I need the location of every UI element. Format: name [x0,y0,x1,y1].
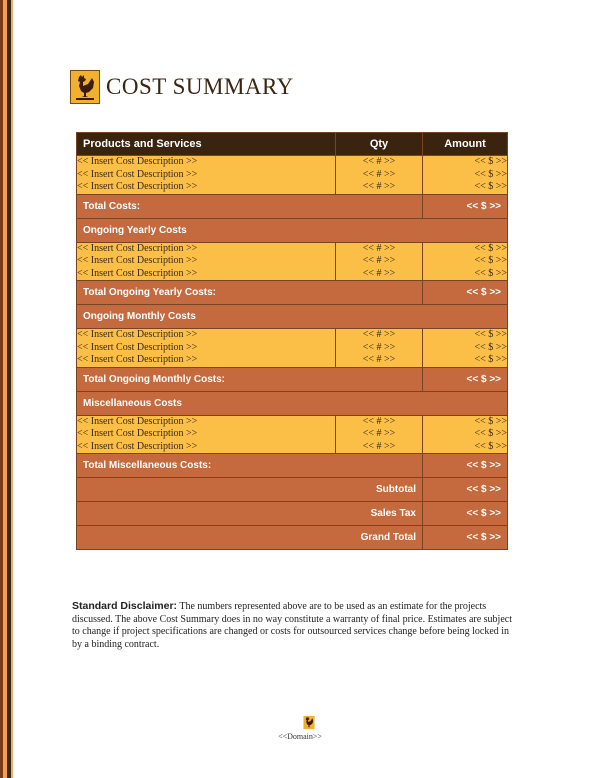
item-qty: << # >> [362,329,396,340]
total-value: << $ >> [423,367,508,391]
item-desc: << Insert Cost Description >> [77,341,198,353]
item-desc: << Insert Cost Description >> [77,415,198,427]
disclaimer-label: Standard Disclaimer: [72,600,178,612]
item-amount: << $ >> [474,440,507,452]
section-heading: Ongoing Monthly Costs [77,305,508,329]
items-row [77,156,508,195]
item-qty: << # >> [362,255,396,266]
item-amount: << $ >> [474,181,507,192]
total-label: Total Ongoing Monthly Costs: [77,367,423,391]
qty-cell [336,415,423,454]
disclaimer-text: The numbers represented above are to be used as an estimate for the projects discussed. The above Cost Summary does in no way constitute a warranty of final price. Estimates are subject to change if project specifications are changed or costs for outsourced services change before being locked in by a binding contract. [72,601,512,650]
disclaimer [72,600,512,651]
subtotal-row [77,478,508,502]
total-label: Total Costs: [77,194,423,218]
desc-cell [77,415,336,454]
items-row [77,329,508,368]
item-amount: << $ >> [474,341,507,353]
item-amount: << $ >> [474,354,507,365]
item-desc: << Insert Cost Description >> [77,181,198,192]
total-value: << $ >> [423,454,508,478]
item-desc: << Insert Cost Description >> [77,156,198,167]
subtotal-label: Subtotal [77,478,423,502]
item-desc: << Insert Cost Description >> [77,255,198,266]
total-value: << $ >> [423,281,508,305]
grand-total-label: Grand Total [77,526,423,550]
header-products: Products and Services [77,133,336,156]
header-amount: Amount [423,133,508,156]
table-header-row [77,133,508,156]
total-label: Total Ongoing Yearly Costs: [77,281,423,305]
items-row [77,415,508,454]
rooster-logo-icon [70,70,100,104]
item-desc: << Insert Cost Description >> [77,354,198,365]
section-heading-row [77,218,508,242]
page-title: COST SUMMARY [106,74,294,99]
item-qty: << # >> [362,168,396,180]
item-qty: << # >> [362,156,396,167]
total-row [77,454,508,478]
item-amount: << $ >> [474,267,507,279]
qty-cell [336,242,423,281]
footer-domain: <<Domain>> [278,732,322,741]
item-qty: << # >> [362,267,396,279]
section-heading-row [77,391,508,415]
total-row [77,281,508,305]
desc-cell [77,156,336,195]
page-header [70,70,294,104]
sales-tax-row [77,502,508,526]
item-amount: << $ >> [474,156,507,167]
item-amount: << $ >> [474,242,507,254]
item-amount: << $ >> [474,168,507,180]
sales-tax-label: Sales Tax [77,502,423,526]
item-desc: << Insert Cost Description >> [77,329,198,340]
item-amount: << $ >> [474,255,507,266]
amount-cell [423,242,508,281]
total-value: << $ >> [423,194,508,218]
amount-cell [423,415,508,454]
item-qty: << # >> [362,415,396,427]
section-heading: Ongoing Yearly Costs [77,218,508,242]
item-desc: << Insert Cost Description >> [77,440,198,452]
items-row [77,242,508,281]
edge-stripe-tan [11,0,13,778]
desc-cell [77,329,336,368]
item-desc: << Insert Cost Description >> [77,242,198,254]
qty-cell [336,156,423,195]
item-desc: << Insert Cost Description >> [77,168,198,180]
item-qty: << # >> [362,354,396,365]
item-amount: << $ >> [474,428,507,439]
qty-cell [336,329,423,368]
item-qty: << # >> [362,440,396,452]
item-qty: << # >> [362,181,396,192]
amount-cell [423,329,508,368]
total-row [77,367,508,391]
item-qty: << # >> [362,341,396,353]
amount-cell [423,156,508,195]
section-heading-row [77,305,508,329]
section-heading: Miscellaneous Costs [77,391,508,415]
header-qty: Qty [336,133,423,156]
rooster-footer-icon [303,716,315,729]
item-desc: << Insert Cost Description >> [77,267,198,279]
item-amount: << $ >> [474,415,507,427]
sales-tax-value: << $ >> [423,502,508,526]
grand-total-value: << $ >> [423,526,508,550]
desc-cell [77,242,336,281]
cost-table [76,132,508,550]
subtotal-value: << $ >> [423,478,508,502]
total-row [77,194,508,218]
item-amount: << $ >> [474,329,507,340]
grand-total-row [77,526,508,550]
item-qty: << # >> [362,428,396,439]
item-qty: << # >> [362,242,396,254]
item-desc: << Insert Cost Description >> [77,428,198,439]
total-label: Total Miscellaneous Costs: [77,454,423,478]
